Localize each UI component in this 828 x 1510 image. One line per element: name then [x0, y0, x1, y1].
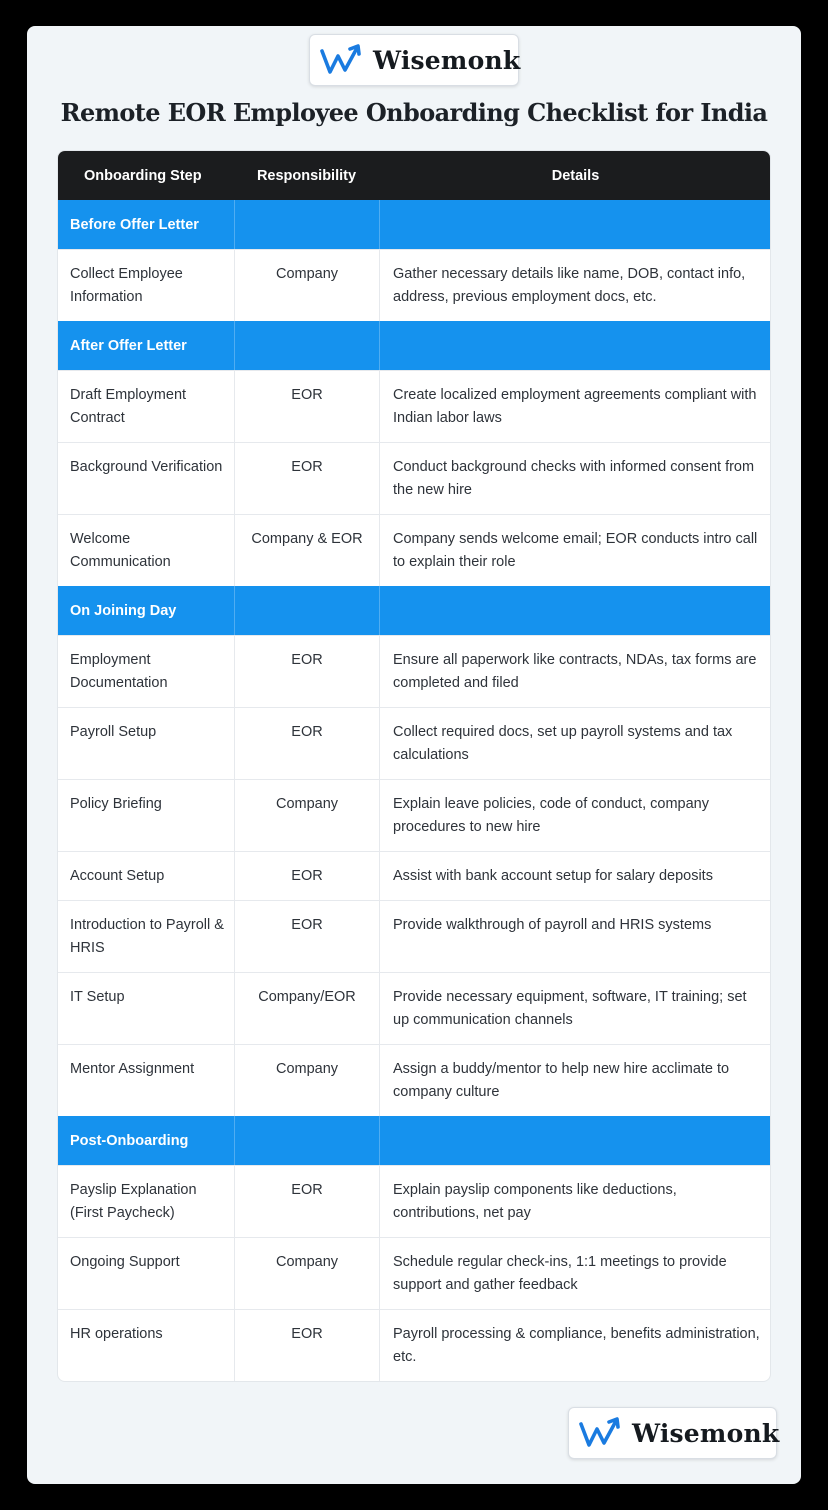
section-label: After Offer Letter: [70, 337, 187, 354]
table-row: [58, 1309, 770, 1381]
step-cell: HR operations: [70, 1326, 163, 1342]
section-row: [58, 200, 770, 249]
responsibility-cell: EOR: [234, 1166, 379, 1237]
table-row: [58, 779, 770, 851]
table-row: [58, 1044, 770, 1116]
step-cell: IT Setup: [70, 989, 125, 1005]
responsibility-cell: EOR: [234, 708, 379, 779]
section-label: Before Offer Letter: [70, 216, 199, 233]
responsibility-cell: Company: [234, 250, 379, 321]
brand-name: Wisemonk: [632, 1418, 780, 1448]
table-row: [58, 972, 770, 1044]
wisemonk-logo-icon: [319, 43, 367, 77]
responsibility-cell: Company: [234, 1238, 379, 1309]
step-cell: Mentor Assignment: [70, 1061, 195, 1077]
section-row: [58, 586, 770, 635]
section-label: On Joining Day: [70, 602, 177, 619]
table-row: [58, 1237, 770, 1309]
responsibility-cell: EOR: [234, 901, 379, 972]
table-row: [58, 514, 770, 586]
step-cell: Draft Employment Contract: [70, 387, 187, 426]
details-cell: Provide walkthrough of payroll and HRIS systems: [379, 901, 771, 972]
details-cell: Conduct background checks with informed consent from the new hire: [379, 443, 771, 514]
details-cell: Company sends welcome email; EOR conducts intro call to explain their role: [379, 515, 771, 586]
step-cell: Ongoing Support: [70, 1254, 180, 1270]
responsibility-cell: EOR: [234, 443, 379, 514]
step-cell: Account Setup: [70, 868, 165, 884]
details-cell: Schedule regular check-ins, 1:1 meetings to provide support and gather feedback: [379, 1238, 771, 1309]
brand-logo-top: [309, 34, 519, 86]
responsibility-cell: EOR: [234, 371, 379, 442]
brand-logo-bottom: [568, 1407, 780, 1459]
section-empty-cell: [379, 321, 771, 370]
section-label: Post-Onboarding: [70, 1132, 189, 1149]
wisemonk-logo-icon: [578, 1416, 626, 1450]
table-row: [58, 442, 770, 514]
step-cell: Background Verification: [70, 459, 223, 475]
column-header-responsibility: Responsibility: [256, 167, 357, 184]
responsibility-cell: Company: [234, 1045, 379, 1116]
table-header-row: [58, 151, 770, 200]
details-cell: Explain leave policies, code of conduct, company procedures to new hire: [379, 780, 771, 851]
section-empty-cell: [379, 200, 771, 249]
step-cell: Welcome Communication: [70, 531, 171, 570]
brand-name: Wisemonk: [373, 45, 521, 75]
details-cell: Create localized employment agreements compliant with Indian labor laws: [379, 371, 771, 442]
page-title: Remote EOR Employee Onboarding Checklist for India: [60, 98, 768, 127]
step-cell: Introduction to Payroll & HRIS: [70, 917, 224, 956]
section-row: [58, 321, 770, 370]
responsibility-cell: Company/EOR: [234, 973, 379, 1044]
table-row: [58, 851, 770, 900]
table-row: [58, 707, 770, 779]
section-empty-cell: [234, 200, 379, 249]
section-empty-cell: [379, 586, 771, 635]
table-row: [58, 1165, 770, 1237]
onboarding-table: [57, 150, 771, 1382]
section-empty-cell: [379, 1116, 771, 1165]
table-row: [58, 900, 770, 972]
responsibility-cell: EOR: [234, 636, 379, 707]
column-header-details: Details: [551, 167, 600, 184]
step-cell: Policy Briefing: [70, 796, 162, 812]
section-empty-cell: [234, 586, 379, 635]
table-row: [58, 370, 770, 442]
step-cell: Payslip Explanation (First Paycheck): [70, 1182, 197, 1221]
section-row: [58, 1116, 770, 1165]
details-cell: Gather necessary details like name, DOB, contact info, address, previous employment docs, etc.: [379, 250, 771, 321]
step-cell: Collect Employee Information: [70, 266, 183, 305]
section-empty-cell: [234, 321, 379, 370]
section-empty-cell: [234, 1116, 379, 1165]
responsibility-cell: EOR: [234, 852, 379, 900]
step-cell: Payroll Setup: [70, 724, 157, 740]
checklist-card: [27, 26, 801, 1484]
table-row: [58, 249, 770, 321]
responsibility-cell: Company & EOR: [234, 515, 379, 586]
details-cell: Explain payslip components like deductions, contributions, net pay: [379, 1166, 771, 1237]
details-cell: Payroll processing & compliance, benefits administration, etc.: [379, 1310, 771, 1381]
details-cell: Collect required docs, set up payroll systems and tax calculations: [379, 708, 771, 779]
details-cell: Assist with bank account setup for salary deposits: [379, 852, 771, 900]
step-cell: Employment Documentation: [70, 652, 168, 691]
column-header-step: Onboarding Step: [84, 167, 202, 184]
details-cell: Provide necessary equipment, software, IT training; set up communication channels: [379, 973, 771, 1044]
table-row: [58, 635, 770, 707]
details-cell: Ensure all paperwork like contracts, NDAs, tax forms are completed and filed: [379, 636, 771, 707]
details-cell: Assign a buddy/mentor to help new hire acclimate to company culture: [379, 1045, 771, 1116]
responsibility-cell: EOR: [234, 1310, 379, 1381]
responsibility-cell: Company: [234, 780, 379, 851]
